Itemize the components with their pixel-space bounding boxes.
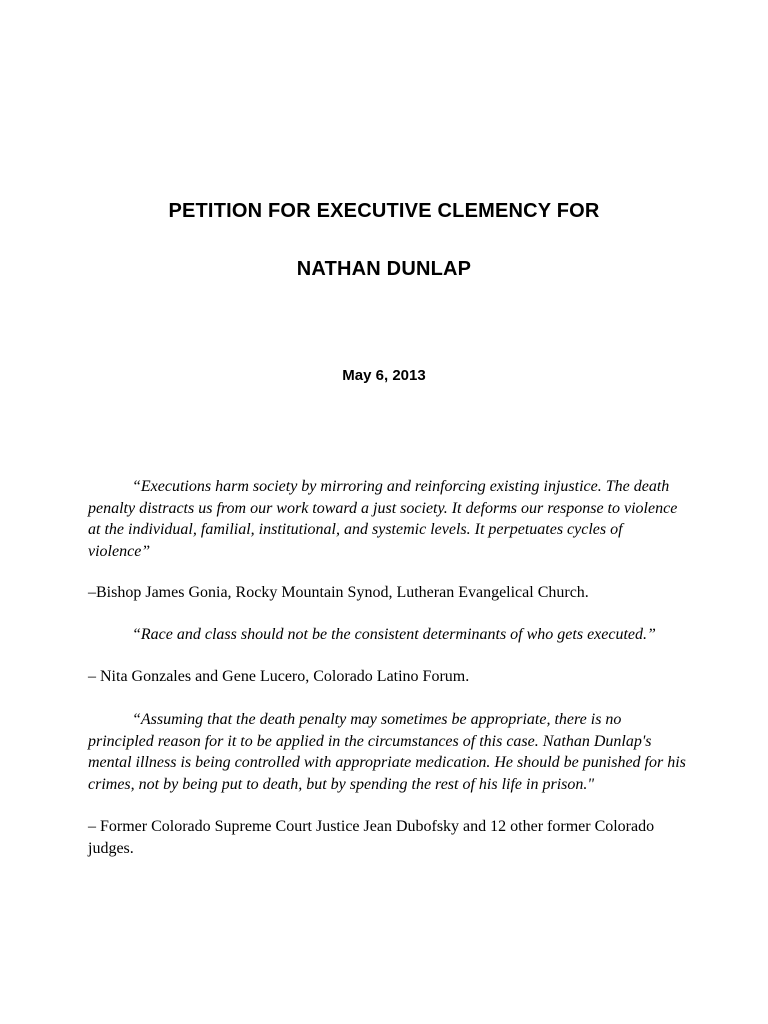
quote-former-judges: “Assuming that the death penalty may sometimes be appropriate, there is no principled reason for it to be applied in the circumstances of this case. Nathan Dunlap's mental illness is being controlled with appropriate medication. He should be punished for his crimes, not by being put to death, but by spending the rest of his life in prison." [88,711,686,793]
document-date: May 6, 2013 [342,367,426,384]
document-title-line-1: PETITION FOR EXECUTIVE CLEMENCY FOR [168,200,600,222]
quote-latino-forum: “Race and class should not be the consistent determinants of who gets executed.” [132,626,656,643]
document-title-line-2: NATHAN DUNLAP [296,258,472,280]
quote-gonia: “Executions harm society by mirroring and reinforcing existing injustice. The death penalty distracts us from our work toward a just society. It deforms our response to violence at the individual, familial, institutional, and systemic levels. It perpetuates cycles of violence” [88,478,678,560]
attribution-gonia: –Bishop James Gonia, Rocky Mountain Synod, Lutheran Evangelical Church. [88,584,589,601]
attribution-latino-forum: – Nita Gonzales and Gene Lucero, Colorado Latino Forum. [88,668,470,685]
attribution-former-judges: – Former Colorado Supreme Court Justice Jean Dubofsky and 12 other former Colorado judges. [88,818,655,857]
